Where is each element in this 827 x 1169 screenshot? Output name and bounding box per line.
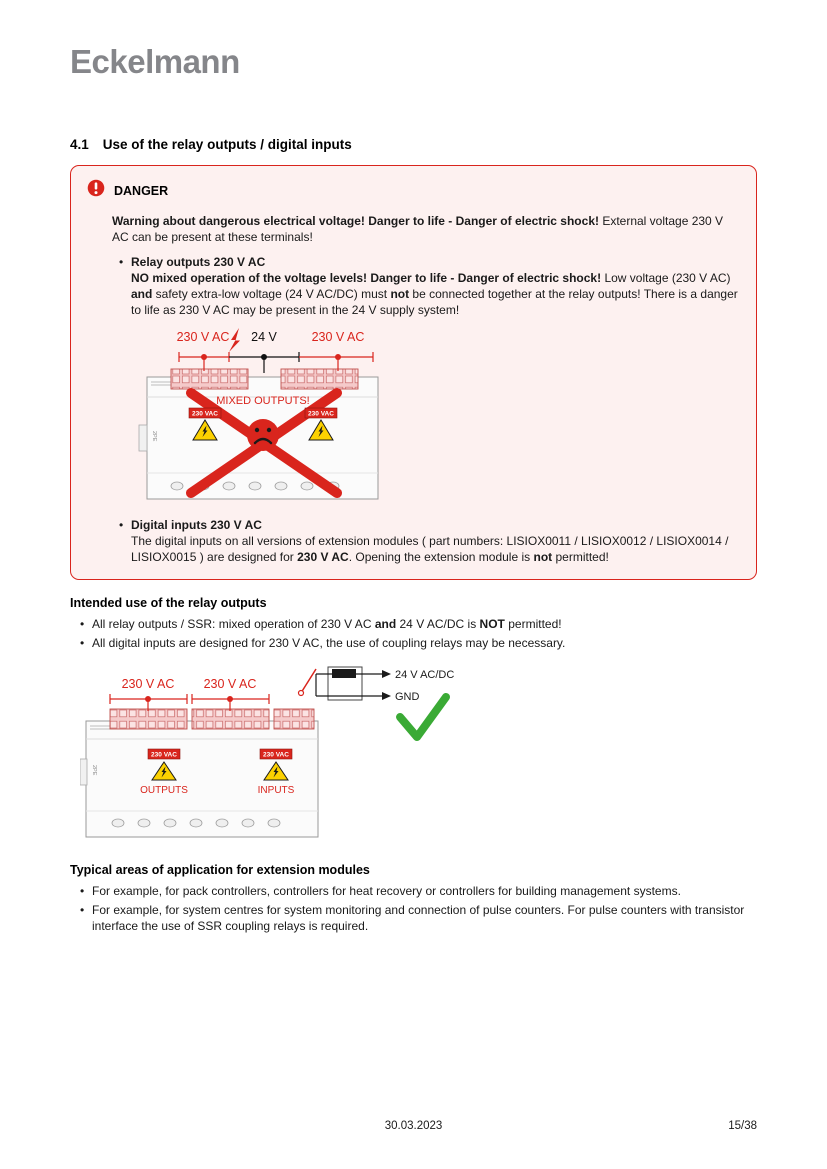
digital-inputs-text: The digital inputs on all versions of extension modules ( part numbers: LISIOX0011 / LISIOX0012 / LISIOX0014 / LISIOX0015 ) are designed for 230 V AC. Opening the extension module is not permitted! bbox=[131, 534, 729, 564]
intended-use-list bbox=[80, 616, 757, 651]
list-item: • For example, for system centres for system monitoring and connection of pulse counters. For pulse counters with transistor interface the use of SSR coupling relays is required. bbox=[80, 902, 757, 935]
arrow-right-icon bbox=[382, 692, 391, 700]
list-item: • All relay outputs / SSR: mixed operation of 230 V AC and 24 V AC/DC is NOT permitted! bbox=[80, 616, 757, 633]
section-title: Use of the relay outputs / digital inputs bbox=[102, 137, 352, 152]
danger-content bbox=[112, 213, 738, 565]
company-logo: Eckelmann bbox=[70, 43, 240, 80]
inputs-label: INPUTS bbox=[257, 785, 295, 796]
footer-date: 30.03.2023 bbox=[384, 1120, 443, 1132]
gnd-label: GND bbox=[395, 691, 420, 703]
label-230vac-left: 230 V AC bbox=[176, 330, 230, 344]
label-230vac-left: 230 V AC bbox=[121, 677, 175, 691]
list-item-digital-inputs bbox=[112, 517, 738, 565]
footer-page-number: 15/38 bbox=[728, 1120, 757, 1132]
danger-list bbox=[112, 254, 738, 565]
typical-areas-heading: Typical areas of application for extension modules bbox=[70, 863, 370, 877]
label-230vac-right: 230 V AC bbox=[311, 330, 365, 344]
mixed-outputs-label: MIXED OUTPUTS! bbox=[216, 395, 310, 407]
dimension-lines bbox=[110, 694, 269, 711]
list-item-relay-outputs bbox=[112, 254, 738, 509]
typical-areas-list bbox=[80, 883, 757, 935]
coupling-relay-schematic bbox=[299, 667, 455, 703]
intended-use-heading: Intended use of the relay outputs bbox=[70, 596, 267, 610]
label-24v: 24 V bbox=[251, 330, 277, 344]
terminal-strips bbox=[110, 709, 314, 729]
section-number: 4.1 bbox=[70, 137, 89, 152]
digital-inputs-title: • Digital inputs 230 V AC bbox=[131, 518, 262, 532]
lightning-icon bbox=[229, 328, 240, 352]
module-side-label: 2PE bbox=[91, 765, 97, 776]
danger-title: DANGER bbox=[114, 183, 169, 198]
section-heading bbox=[70, 137, 757, 152]
relay-coil-icon bbox=[332, 669, 356, 678]
figure-correct-wiring bbox=[80, 659, 757, 847]
arrow-right-icon bbox=[382, 670, 391, 678]
outputs-label: OUTPUTS bbox=[140, 785, 188, 796]
warning-badge-label: 230 VAC bbox=[151, 751, 177, 759]
relay-contact-icon bbox=[303, 669, 317, 691]
danger-header bbox=[87, 179, 738, 202]
danger-box bbox=[70, 165, 757, 580]
label-230vac-right: 230 V AC bbox=[203, 677, 257, 691]
danger-intro-text: Warning about dangerous electrical voltage! Danger to life - Danger of electric shock! External voltage 230 V AC can be present at these terminals! bbox=[112, 214, 724, 244]
sad-face-icon bbox=[247, 419, 279, 451]
supply-label: 24 V AC/DC bbox=[395, 669, 455, 681]
relay-outputs-text: NO mixed operation of the voltage levels! Danger to life - Danger of electric shock! Low voltage (230 V AC) and safety extra-low voltage (24 V AC/DC) must not be connected together at the relay outputs! There is a danger to life as 230 V AC may be present in the 24 V supply system! bbox=[131, 271, 738, 317]
checkmark-icon bbox=[400, 697, 446, 737]
list-item: • For example, for pack controllers, controllers for heat recovery or controllers for building management systems. bbox=[80, 883, 757, 900]
list-item: • All digital inputs are designed for 230 V AC, the use of coupling relays may be necessary. bbox=[80, 635, 757, 652]
danger-icon bbox=[87, 179, 105, 202]
module-side-label: 2PE bbox=[151, 431, 157, 442]
figure-mixed-outputs-forbidden bbox=[133, 325, 738, 509]
relay-outputs-title: • Relay outputs 230 V AC bbox=[131, 255, 266, 269]
warning-badge-label: 230 VAC bbox=[263, 751, 289, 759]
warning-badge-label: 230 VAC bbox=[308, 410, 334, 418]
warning-badge-label: 230 VAC bbox=[192, 410, 218, 418]
